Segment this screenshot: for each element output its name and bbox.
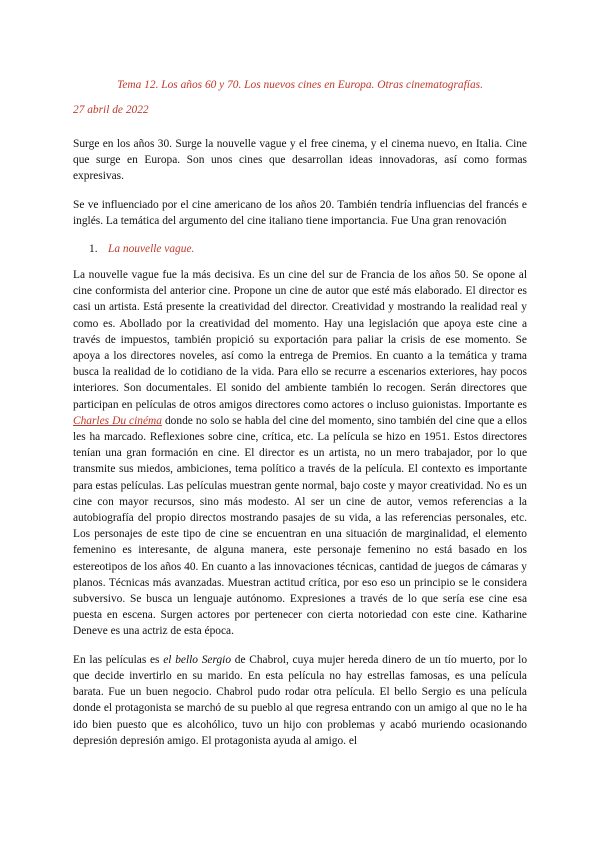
paragraph-intro: Surge en los años 30. Surge la nouvelle vague y el free cinema, y el cinema nuevo, en Italia. Cine que surge en Europa. Son unos cines que desarrollan ideas innovadoras, así como formas expresivas.	[73, 138, 527, 183]
paragraph-text: En las películas es	[73, 653, 164, 666]
section-heading-nouvelle-vague	[73, 241, 527, 257]
paragraph-text: donde no solo se habla del cine del momento, sino también del cine que a ellos les ha marcado. Reflexiones sobre cine, crítica, etc. La película se hizo en 1951. Estos directores tenían una gran formación en cine. El director es un artista, no un mero trabajador, por lo que transmite sus miedos, ambiciones, tema político a través de la película. El contexto es importante para estas películas. Las películas muestran gente normal, bajo coste y mayor creatividad. No es un cine con mayor recursos, sino más modesto. Al ser un cine de autor, vemos referencias a la autobiografía del propio directos mostrando pasajes de su vida, a las referencias personales, etc. Los personajes de este tipo de cine se encuentran en una situación de marginalidad, el elemento femenino es interesante, de alguna manera, este personaje femenino no está basado en los estereotipos de los años 40. En cuanto a las innovaciones técnicas, cantidad de juegos de cámaras y planos. Técnicas más avanzadas. Muestran actitud crítica, por eso eso un principio se le considera subversivo. Se busca un lenguaje autónomo. Expresiones a través de lo que sería ese cine esa puesta en escena. Surgen actores por pertenecer con cierta notoriedad con este cine. Katharine Deneve es una actriz de esta época.	[73, 414, 527, 638]
paragraph-text: de Chabrol, cuya mujer hereda dinero de un tío muerto, por lo que decide invertirlo en su marido. En esta película no hay estrellas famosas, es una película barata. Fue un buen negocio. Chabrol pudo rodar otra película. El bello Sergio es una película donde el protagonista se marchó de su pueblo al que regresa entrando con un amigo al que no le ha ido bien puesto que es alcohólico, tuvo un hijo con problemas y acabó muriendo ocasionando depresión depresión amigo. El protagonista ayuda al amigo. el	[73, 653, 528, 747]
charles-du-cinema-link[interactable]: Charles Du cinéma	[73, 414, 162, 427]
paragraph-influences: Se ve influenciado por el cine americano de los años 20. También tendría influencias del francés e inglés. La temática del argumento del cine italiano tiene importancia. Fue Una gran renovación	[73, 198, 527, 227]
paragraph-nouvelle-vague	[73, 267, 527, 640]
section-number: 1.	[89, 243, 98, 256]
section-title: La nouvelle vague.	[108, 243, 195, 256]
film-title-emphasis: el bello Sergio	[163, 653, 232, 666]
document-date: 27 abril de 2022	[73, 104, 149, 116]
paragraph-bello-sergio	[73, 652, 527, 749]
paragraph-text: La nouvelle vague fue la más decisiva. Es un cine del sur de Francia de los años 50. Se opone al cine conformista del anterior cine. Propone un cine de autor que esté más elaborado. El director es casi un artista. Está presente la creatividad del director. Creatividad y mostrando la realidad real y como es. Abollado por la creatividad del momento. Hay una legislación que apoya este cine a través de impuestos, también propició su exportación para paliar la crisis de ese momento. Se apoya a los directores noveles, así como la entrega de Premios. En cuanto a la temática y trama busca la realidad de lo cotidiano de la vida. Para ello se recurre a escenarios exteriores, hay pocos interiores. Son documentales. El sonido del ambiente también lo recogen. Serán directores que participan en películas de otros amigos directores como actores o incluso guionistas. Importante es	[73, 269, 527, 411]
document-title: Tema 12. Los años 60 y 70. Los nuevos cines en Europa. Otras cinematografías.	[117, 79, 483, 91]
